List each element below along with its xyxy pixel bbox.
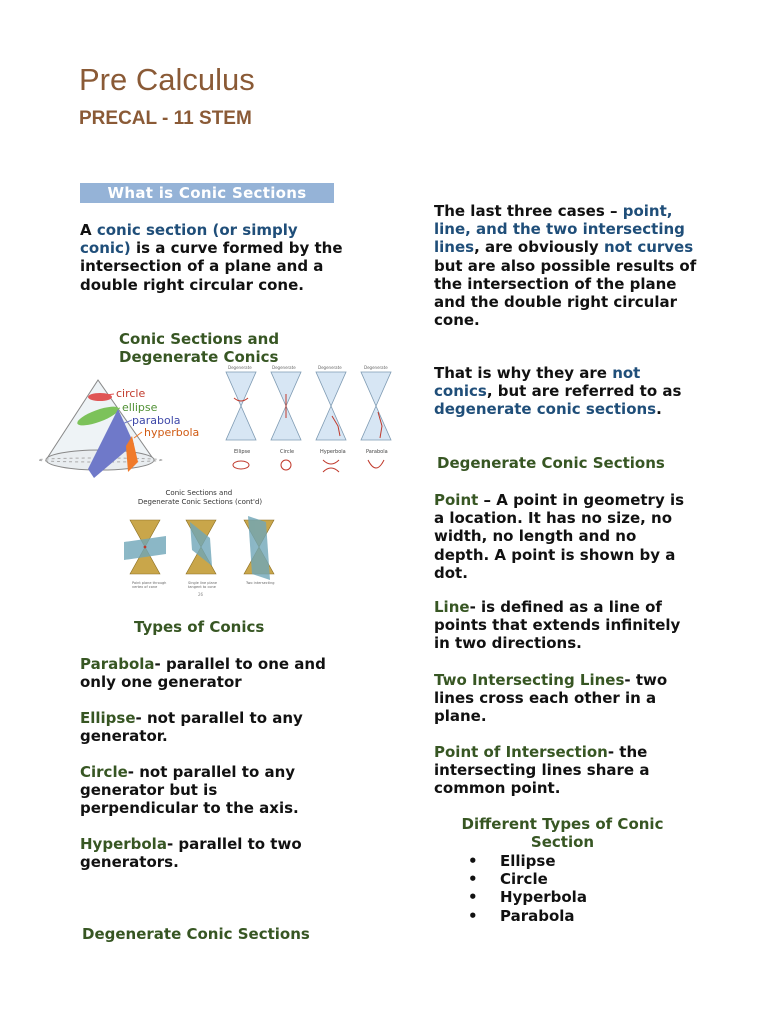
label-parabola: parabola xyxy=(132,414,181,427)
right-paragraph-2 xyxy=(434,364,694,419)
types-list-heading: Different Types of Conic Section xyxy=(461,815,664,852)
svg-text:Degenerate: Degenerate xyxy=(364,365,388,370)
def-term: Line xyxy=(434,598,470,616)
degenerate-cones-figure xyxy=(120,486,280,600)
small-label-ellipse: Ellipse xyxy=(234,449,251,455)
def-term: Two Intersecting Lines xyxy=(434,671,625,689)
type-desc: - parallel to two generators. xyxy=(80,835,302,872)
intro-text-start: A xyxy=(80,221,97,239)
def-term: Point xyxy=(434,491,479,509)
type-term: Ellipse xyxy=(80,709,136,727)
def-desc: - is defined as a line of points that extends infinitely in two directions. xyxy=(434,598,681,653)
page-title: Pre Calculus xyxy=(79,62,255,97)
figure1-caption: Conic Sections and Degenerate Conics xyxy=(119,330,280,367)
text: . xyxy=(656,400,662,419)
intro-term: conic section (or simply conic) xyxy=(80,221,298,258)
cone-sections-figure xyxy=(36,374,214,482)
small-label-hyperbola: Hyperbola xyxy=(320,449,346,455)
svg-text:Point plane through: Point plane through xyxy=(132,581,167,585)
section-tag: What is Conic Sections xyxy=(80,183,334,203)
types-list xyxy=(434,852,684,925)
type-desc: - not parallel to any generator. xyxy=(80,709,303,746)
types-heading: Types of Conics xyxy=(134,618,265,636)
text: That is why they are xyxy=(434,364,613,382)
text: , but are referred to as xyxy=(486,382,682,401)
type-ellipse xyxy=(80,709,340,745)
type-parabola xyxy=(80,655,340,691)
svg-text:Degenerate: Degenerate xyxy=(318,365,342,370)
highlight: not conics xyxy=(434,364,641,401)
def-line xyxy=(434,598,696,653)
svg-text:Degenerate: Degenerate xyxy=(272,365,296,370)
text: , are obviously xyxy=(474,238,604,257)
label-hyperbola: hyperbola xyxy=(144,426,200,439)
svg-text:Degenerate: Degenerate xyxy=(228,365,252,370)
intro-text-end: is a curve formed by the intersection of a plane and a double right circular cone. xyxy=(80,239,343,294)
type-term: Circle xyxy=(80,763,128,781)
svg-text:Two intersecting: Two intersecting xyxy=(246,581,275,585)
list-item: • Hyperbola xyxy=(434,888,684,906)
def-point xyxy=(434,491,696,582)
type-desc: - not parallel to any generator but is perpendicular to the axis. xyxy=(80,763,299,818)
figure2-title: Conic Sections and Degenerate Conic Sections (cont'd) xyxy=(137,489,263,506)
type-term: Hyperbola xyxy=(80,835,167,853)
def-desc: - two lines cross each other in a plane. xyxy=(434,671,668,726)
highlight: degenerate conic sections xyxy=(434,400,657,419)
def-term: Point of Intersection xyxy=(434,743,608,761)
degenerate-heading: Degenerate Conic Sections xyxy=(437,454,665,472)
small-label-circle: Circle xyxy=(280,449,295,455)
svg-text:tangent to cone: tangent to cone xyxy=(188,585,216,589)
svg-text:vertex of cone: vertex of cone xyxy=(132,585,158,589)
small-label-parabola: Parabola xyxy=(366,449,388,455)
def-intersection xyxy=(434,743,696,798)
label-circle: circle xyxy=(116,387,146,400)
highlight: point, line, and the two intersecting lines xyxy=(434,202,685,257)
text: but are also possible results of the intersection of the plane and the double right circular cone. xyxy=(434,256,697,330)
label-ellipse: ellipse xyxy=(122,401,158,414)
double-cones-figure xyxy=(220,364,400,480)
svg-text:26: 26 xyxy=(198,592,204,597)
type-term: Parabola xyxy=(80,655,155,673)
def-desc: - the intersecting lines share a common point. xyxy=(434,743,650,798)
bottom-heading: Degenerate Conic Sections xyxy=(82,925,310,943)
right-paragraph-1 xyxy=(434,202,699,329)
svg-text:Single line plane: Single line plane xyxy=(188,581,218,585)
type-circle xyxy=(80,763,340,818)
text: The last three cases – xyxy=(434,202,623,220)
list-item: • Parabola xyxy=(434,907,684,925)
def-desc: – A point in geometry is a location. It has no size, no width, no length and no depth. A point is shown by a dot. xyxy=(434,491,685,582)
list-item: • Ellipse xyxy=(434,852,684,870)
intro-paragraph xyxy=(80,221,345,294)
list-item: • Circle xyxy=(434,870,684,888)
type-desc: - parallel to one and only one generator xyxy=(80,655,326,692)
type-hyperbola xyxy=(80,835,340,871)
page-subtitle: PRECAL - 11 STEM xyxy=(79,108,252,129)
def-two-lines xyxy=(434,671,696,726)
highlight: not curves xyxy=(603,238,694,257)
